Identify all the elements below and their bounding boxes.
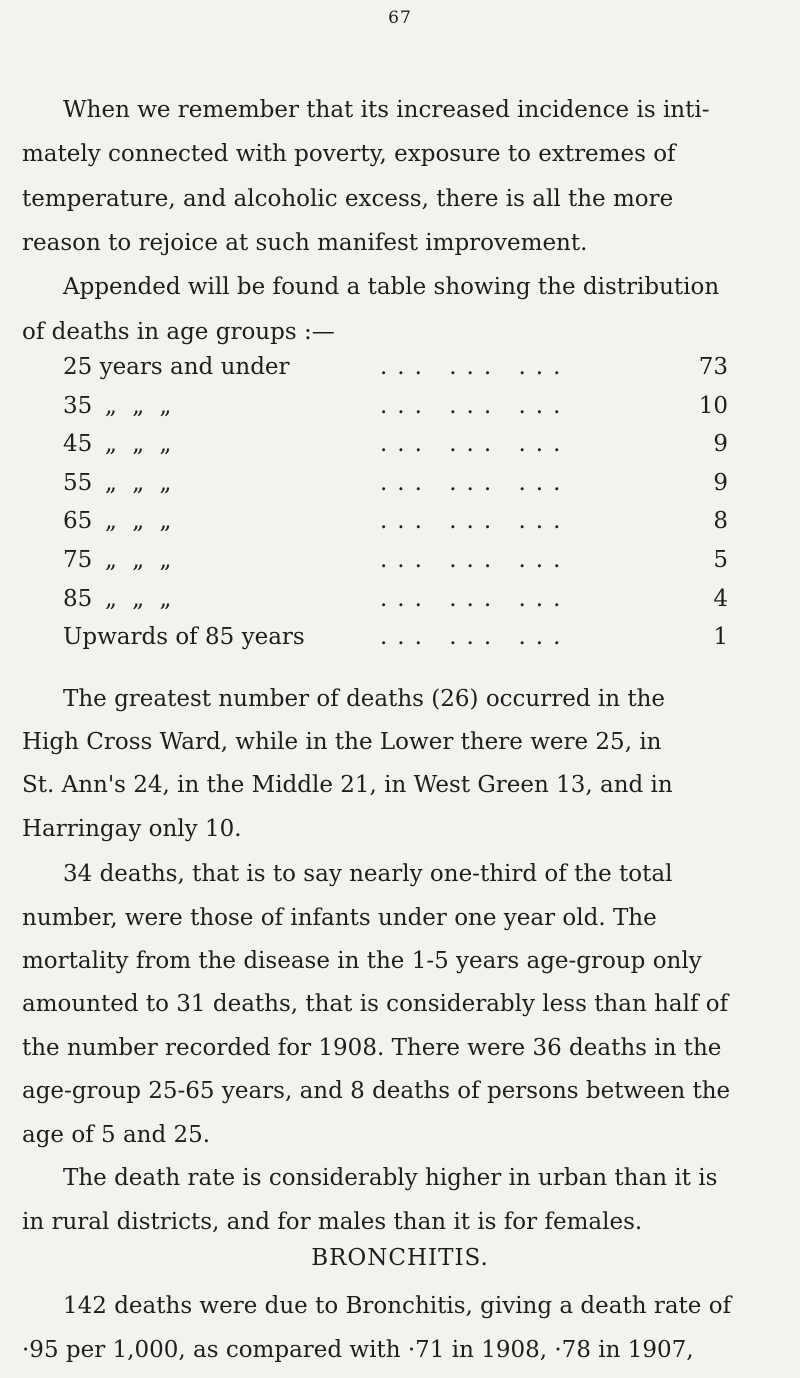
text-line: Appended will be found a table showing the distribution: [63, 274, 720, 300]
text-line: in rural districts, and for males than it is for females.: [22, 1209, 643, 1235]
dot-leader: ... ... ...: [380, 547, 571, 573]
text-line: When we remember that its increased incidence is inti-: [63, 97, 710, 123]
death-count: 10: [698, 393, 728, 419]
death-count: 8: [713, 508, 728, 534]
text-line: The greatest number of deaths (26) occurred in the: [63, 686, 666, 712]
age-group-label: 75: [63, 547, 93, 573]
table-row: [63, 624, 728, 664]
table-row: [63, 354, 728, 394]
age-group-label: 25 years and under: [63, 354, 290, 380]
dot-leader: ... ... ...: [380, 470, 571, 496]
age-group-label: 55: [63, 470, 93, 496]
death-count: 5: [713, 547, 728, 573]
ditto-marks: „ „ „: [105, 586, 176, 612]
ditto-marks: „ „ „: [105, 470, 176, 496]
dot-leader: ... ... ...: [380, 624, 571, 650]
age-group-label: 45: [63, 431, 93, 457]
age-group-label: 85: [63, 586, 93, 612]
dot-leader: ... ... ...: [380, 586, 571, 612]
text-line: mortality from the disease in the 1-5 years age-group only: [22, 948, 702, 974]
text-line: of deaths in age groups :—: [22, 319, 335, 345]
dot-leader: ... ... ...: [380, 354, 571, 380]
ditto-marks: „ „ „: [105, 393, 176, 419]
text-line: temperature, and alcoholic excess, there is all the more: [22, 186, 674, 212]
text-line: the number recorded for 1908. There were 36 deaths in the: [22, 1035, 722, 1061]
age-group-label: 35: [63, 393, 93, 419]
death-count: 4: [713, 586, 728, 612]
table-row: [63, 508, 728, 548]
ditto-marks: „ „ „: [105, 508, 176, 534]
text-line: 34 deaths, that is to say nearly one-third of the total: [63, 861, 673, 887]
text-line: 142 deaths were due to Bronchitis, giving a death rate of: [63, 1293, 732, 1319]
text-line: ·95 per 1,000, as compared with ·71 in 1908, ·78 in 1907,: [22, 1337, 694, 1363]
table-row: [63, 393, 728, 433]
text-line: number, were those of infants under one year old. The: [22, 905, 657, 931]
text-line: amounted to 31 deaths, that is considerably less than half of: [22, 991, 729, 1017]
ditto-marks: „ „ „: [105, 431, 176, 457]
ditto-marks: „ „ „: [105, 547, 176, 573]
death-count: 9: [713, 470, 728, 496]
text-line: age-group 25-65 years, and 8 deaths of persons between the: [22, 1078, 731, 1104]
death-count: 73: [698, 354, 728, 380]
table-row: [63, 470, 728, 510]
table-row: [63, 431, 728, 471]
dot-leader: ... ... ...: [380, 393, 571, 419]
age-group-label: 65: [63, 508, 93, 534]
table-row: [63, 586, 728, 626]
table-row: [63, 547, 728, 587]
death-count: 1: [713, 624, 728, 650]
dot-leader: ... ... ...: [380, 431, 571, 457]
text-line: mately connected with poverty, exposure to extremes of: [22, 141, 676, 167]
text-line: St. Ann's 24, in the Middle 21, in West Green 13, and in: [22, 772, 673, 798]
death-count: 9: [713, 431, 728, 457]
text-line: age of 5 and 25.: [22, 1122, 211, 1148]
section-heading: BRONCHITIS.: [311, 1245, 489, 1271]
dot-leader: ... ... ...: [380, 508, 571, 534]
page-number: 67: [388, 8, 412, 28]
text-line: reason to rejoice at such manifest improvement.: [22, 230, 588, 256]
text-line: The death rate is considerably higher in urban than it is: [63, 1165, 718, 1191]
text-line: High Cross Ward, while in the Lower there were 25, in: [22, 729, 662, 755]
age-group-label: Upwards of 85 years: [63, 624, 305, 650]
text-line: Harringay only 10.: [22, 816, 242, 842]
